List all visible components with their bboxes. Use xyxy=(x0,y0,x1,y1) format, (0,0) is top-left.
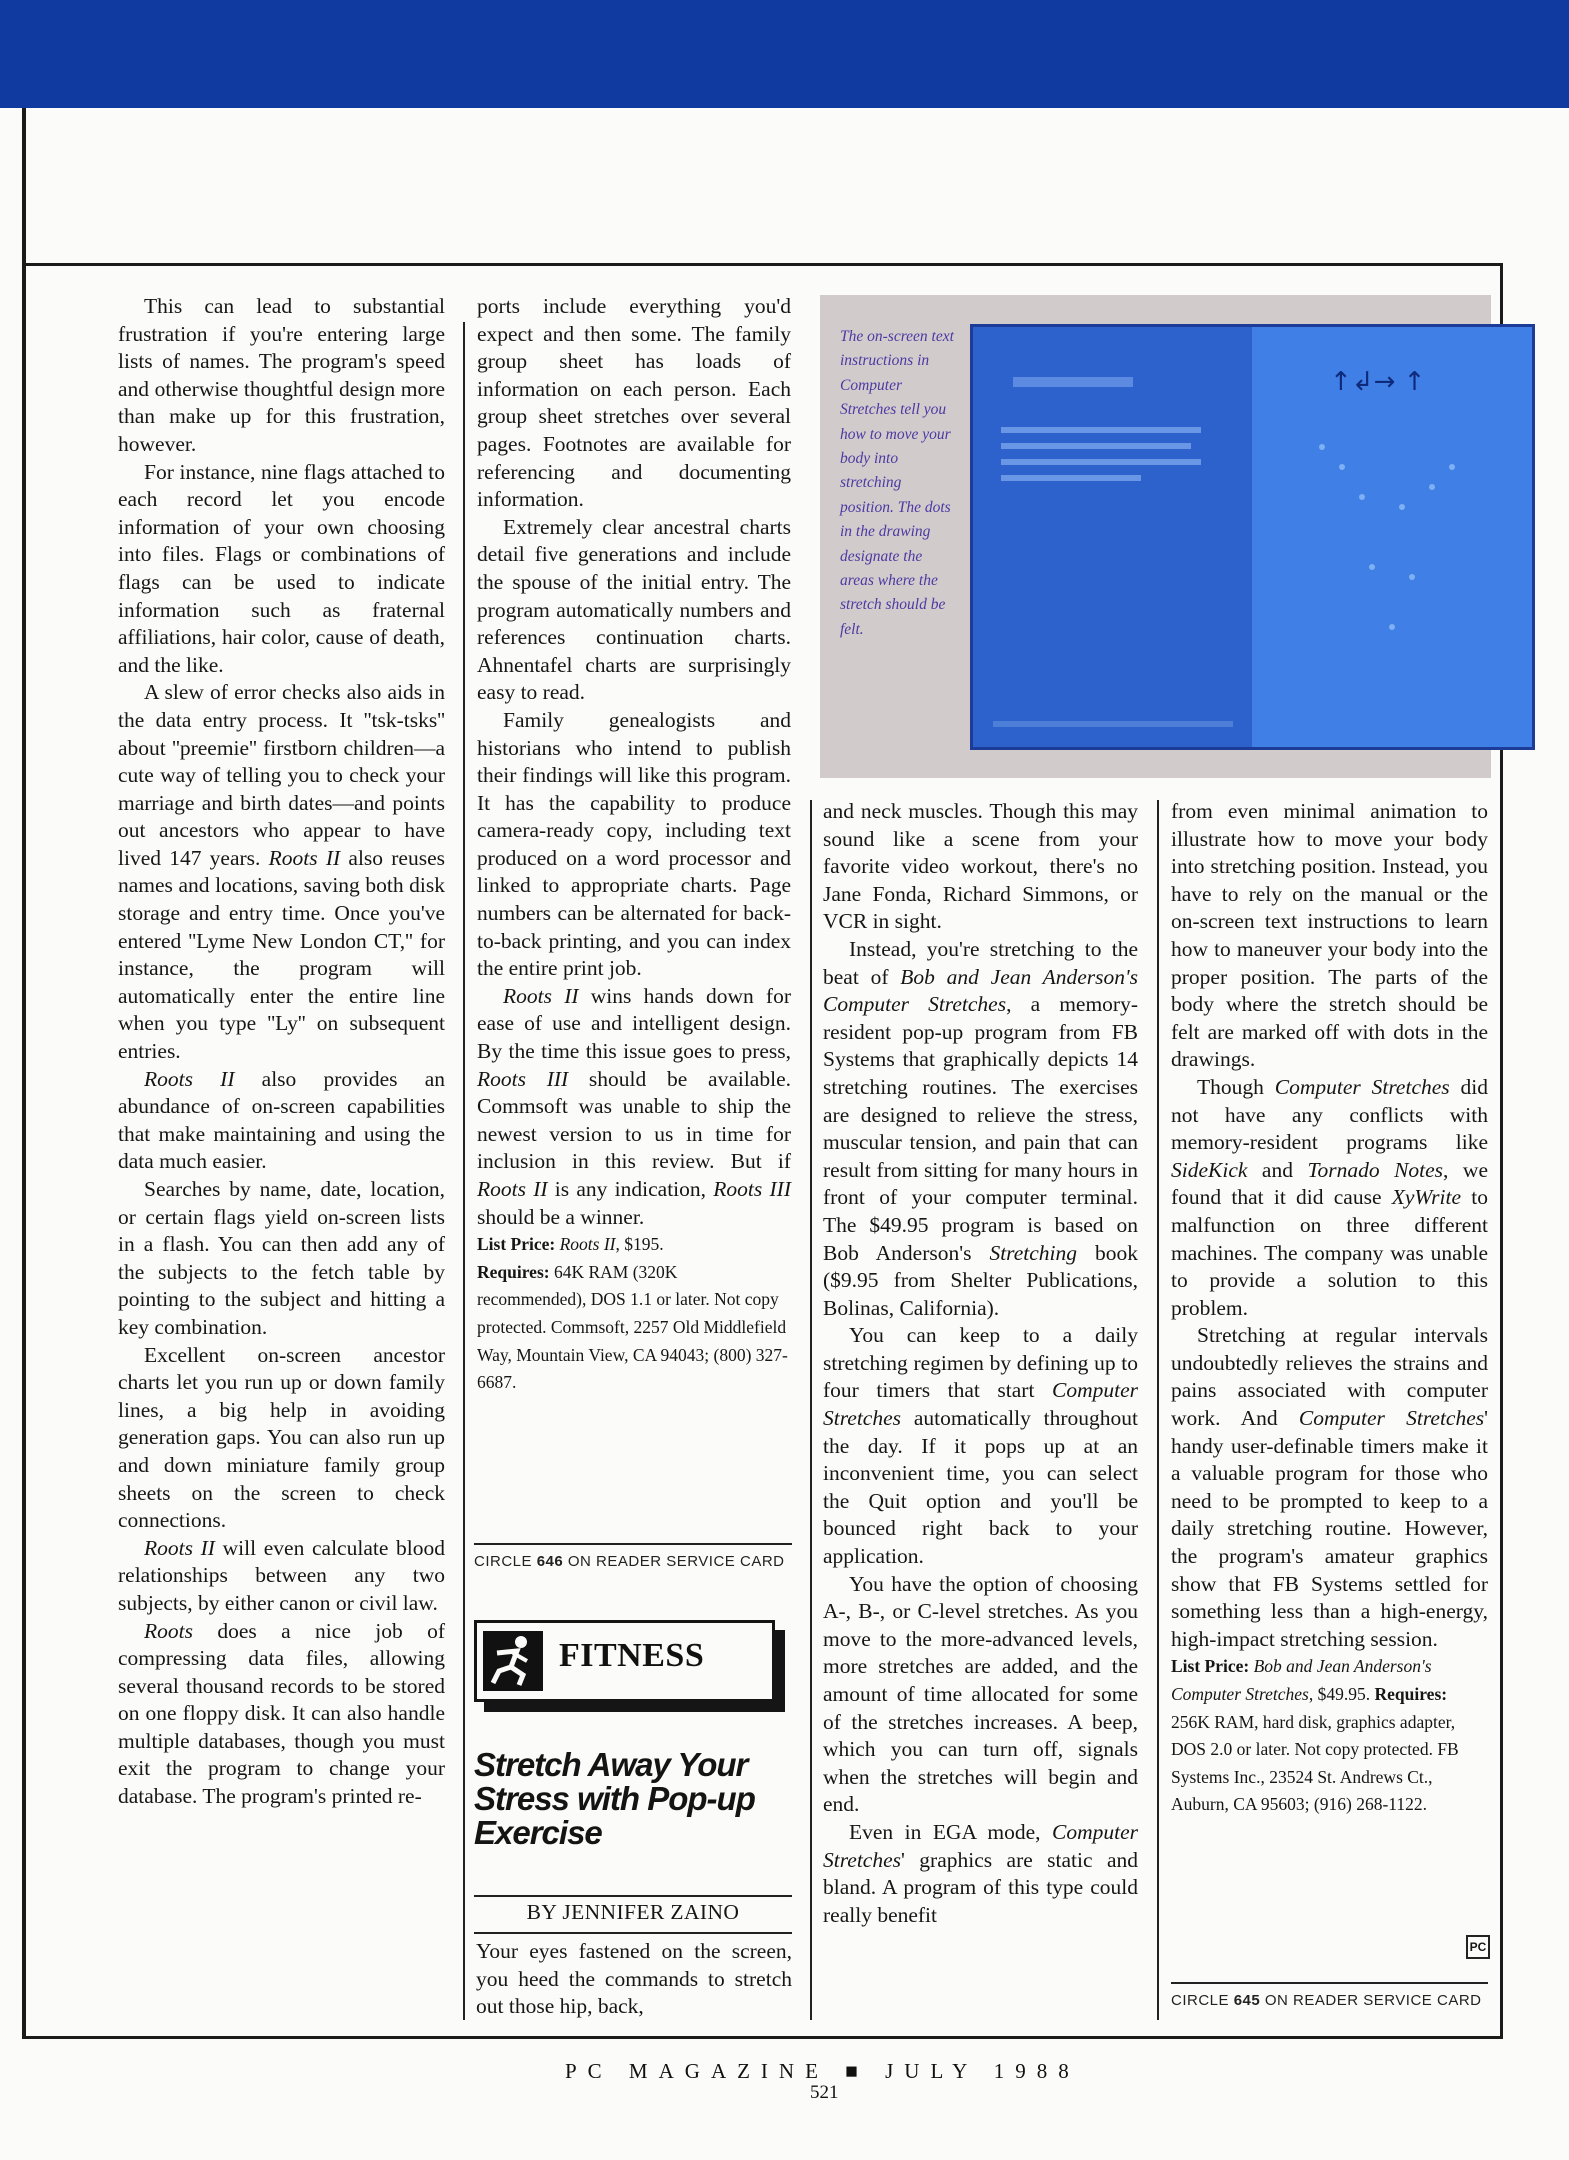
paragraph: Extremely clear ancestral charts detail five generations and include the spouse of the initial entry. The program automatically numbers and references continuation charts. Ahnentafel charts are surprisingly easy to read. xyxy=(477,514,791,705)
paragraph: Even in EGA mode, Computer Stretches' graphics are static and bland. A program of this type could really benefit xyxy=(823,1819,1138,1927)
paragraph: Roots II wins hands down for ease of use and intelligent design. By the time this issue goes to press, Roots III should be available. Commsoft was unable to ship the newest version to us in time for inclusion in this review. But if Roots II is any indication, Roots III should be a winner. xyxy=(477,983,792,1229)
column-rule-2 xyxy=(810,800,812,2020)
reader-service-card-1: CIRCLE 646 ON READER SERVICE CARD xyxy=(474,1543,792,1570)
paragraph: Roots II also provides an abundance of on-screen capabilities that make maintaining and using the data much easier. xyxy=(118,1066,446,1174)
page-rule-top xyxy=(22,263,1503,266)
paragraph: Searches by name, date, location, or certain flags yield on-screen lists in a flash. You can then add any of the subjects to the fetch table by pointing to the subject and hitting a key combination. xyxy=(118,1177,445,1339)
paragraph: You can keep to a daily stretching regimen by defining up to four timers that start Computer Stretches automatically throughout the day. If it pops up at an inconvenient time, you can select the Quit option and you'll be bounced right back to your application. xyxy=(823,1323,1138,1569)
paragraph: Though Computer Stretches did not have any conflicts with memory-resident programs like SideKick and Tornado Notes, we found that it did cause XyWrite to malfunction on three different machines. The company was unable to provide a solution to this problem. xyxy=(1171,1074,1488,1320)
article-column-4 xyxy=(1171,798,1488,1819)
paragraph: Your eyes fastened on the screen, you heed the commands to stretch out those hip, back, xyxy=(476,1939,792,2019)
paragraph: Excellent on-screen ancestor charts let you run up or down family lines, a big help in avoiding generation gaps. You can also run up and down miniature family group sheets on the screen to check connections. xyxy=(118,1342,445,1533)
screen-panel-drawing xyxy=(1252,324,1535,750)
article-column-1 xyxy=(118,293,445,1811)
runner-icon xyxy=(483,1631,543,1691)
paragraph: You have the option of choosing A-, B-, or C-level stretches. As you move to the more-advanced levels, more stretches are added, and the amount of time allocated for some of the stretches increases. A beep, which you can turn off, signals when the stretches will begin and end. xyxy=(823,1571,1138,1817)
paragraph: This can lead to substantial frustration if you're entering large lists of names. The program's speed and otherwise thoughtful design more than make up for this frustration, however. xyxy=(118,294,445,456)
paragraph: Family genealogists and historians who intend to publish their findings will like this program. It has the capability to produce camera-ready copy, including text produced on a word processor and linked to appropriate charts. Page numbers can be alternated for back-to-back printing, and you can index the entire print job. xyxy=(477,707,791,981)
paragraph: from even minimal animation to illustrate how to move your body into stretching position. Instead, you have to rely on the manual or the on-screen text instructions to learn how to maneuver your body into the proper position. The parts of the body where the stretch should be felt are marked off with dots in the drawings. xyxy=(1171,799,1488,1072)
page-frame-left xyxy=(22,108,26,2038)
byline: BY JENNIFER ZAINO xyxy=(526,1900,740,1924)
byline-rule-top xyxy=(474,1895,792,1897)
paragraph: ports include everything you'd expect and then some. The family group sheet has loads of information on each person. Each group sheet stretches over several pages. Footnotes are available for referencing and documenting information. xyxy=(477,294,791,512)
fitness-section-box xyxy=(474,1620,775,1702)
stretch-arrows-icon: ↑↲→ ↑ xyxy=(1330,367,1426,397)
article-column-2 xyxy=(477,293,791,1397)
paragraph: Roots does a nice job of compressing data files, allowing several thousand records to be stored on one floppy disk. It can also handle multiple databases, though you must exit the program to change your database. The program's printed re- xyxy=(118,1618,445,1809)
paragraph: and neck muscles. Though this may sound like a scene from your favorite video workout, there's no Jane Fonda, Richard Simmons, or VCR in sight. xyxy=(823,799,1138,934)
pc-magazine-logo: PC xyxy=(1466,1935,1490,1959)
column-rule-1 xyxy=(463,322,465,2020)
paragraph: Instead, you're stretching to the beat of Bob and Jean Anderson's Computer Stretches, a memory-resident pop-up program from FB Systems that graphically depicts 14 stretching routines. The exercises are designed to relieve the stress, muscular tension, and pain that can result from sitting for many hours in front of your computer terminal. The $49.95 program is based on Bob Anderson's Stretching book ($9.95 from Shelter Publications, Bolinas, California). xyxy=(823,936,1139,1320)
screen-panel-instructions xyxy=(970,324,1256,750)
reader-service-card-2: CIRCLE 645 ON READER SERVICE CARD xyxy=(1171,1982,1488,2009)
paragraph: For instance, nine flags attached to each record let you encode information of your own choosing into files. Flags or combinations of flags can be used to indicate information such as fraternal affiliations, hair color, cause of death, and the like. xyxy=(118,459,445,677)
product-specs: List Price: Roots II, $195. Requires: 64K RAM (320K recommended), DOS 1.1 or later. Not copy protected. Commsoft, 2257 Old Middlefield Way, Mountain View, CA 94043; (800) 327-6687. xyxy=(477,1234,788,1393)
byline-rule-bottom xyxy=(474,1932,792,1934)
paragraph: A slew of error checks also aids in the data entry process. It ''tsk-tsks'' about ''preemie'' firstborn children—a cute way of telling you to check your marriage and birth dates—and points out ancestors who appear to have lived 147 years. Roots II also reuses names and locations, saving both disk storage and entry time. Once you've entered ''Lyme New London CT,'' for instance, the program will automatically enter the entire line when you type ''Ly'' on subsequent entries. xyxy=(118,680,445,1064)
fitness-intro-text xyxy=(476,1938,792,2021)
article-column-3 xyxy=(823,798,1138,1929)
paragraph: Roots II will even calculate blood relationships between any two subjects, by either canon or civil law. xyxy=(118,1535,446,1615)
paragraph: Stretching at regular intervals undoubtedly relieves the strains and pains associated with computer work. And Computer Stretches' handy user-definable timers make it a valuable program for those who need to be prompted to keep to a daily stretching routine. However, the program's amateur graphics show that FB Systems settled for something less than a high-energy, high-impact stretching session. xyxy=(1171,1323,1488,1651)
footer-magazine-issue: PC MAGAZINE ■ JULY 1988 xyxy=(565,2059,1080,2083)
column-rule-3 xyxy=(1157,800,1159,2020)
figure-caption: The on-screen text instructions in Computer Stretches tell you how to move your body into stretching position. The dots in the drawing designate the areas where the stretch should be felt. xyxy=(840,328,954,638)
header-color-band xyxy=(0,0,1569,108)
article-headline: Stretch Away Your Stress with Pop-up Exercise xyxy=(474,1746,755,1851)
page-rule-bottom xyxy=(22,2036,1503,2039)
page-number: 521 xyxy=(810,2082,839,2103)
section-label: FITNESS xyxy=(559,1637,705,1674)
product-specs: List Price: Bob and Jean Anderson's Computer Stretches, $49.95. Requires: 256K RAM, hard disk, graphics adapter, DOS 2.0 or later. Not copy protected. FB Systems Inc., 23524 St. Andrews Ct., Auburn, CA 95603; (916) 268-1122. xyxy=(1171,1656,1459,1815)
